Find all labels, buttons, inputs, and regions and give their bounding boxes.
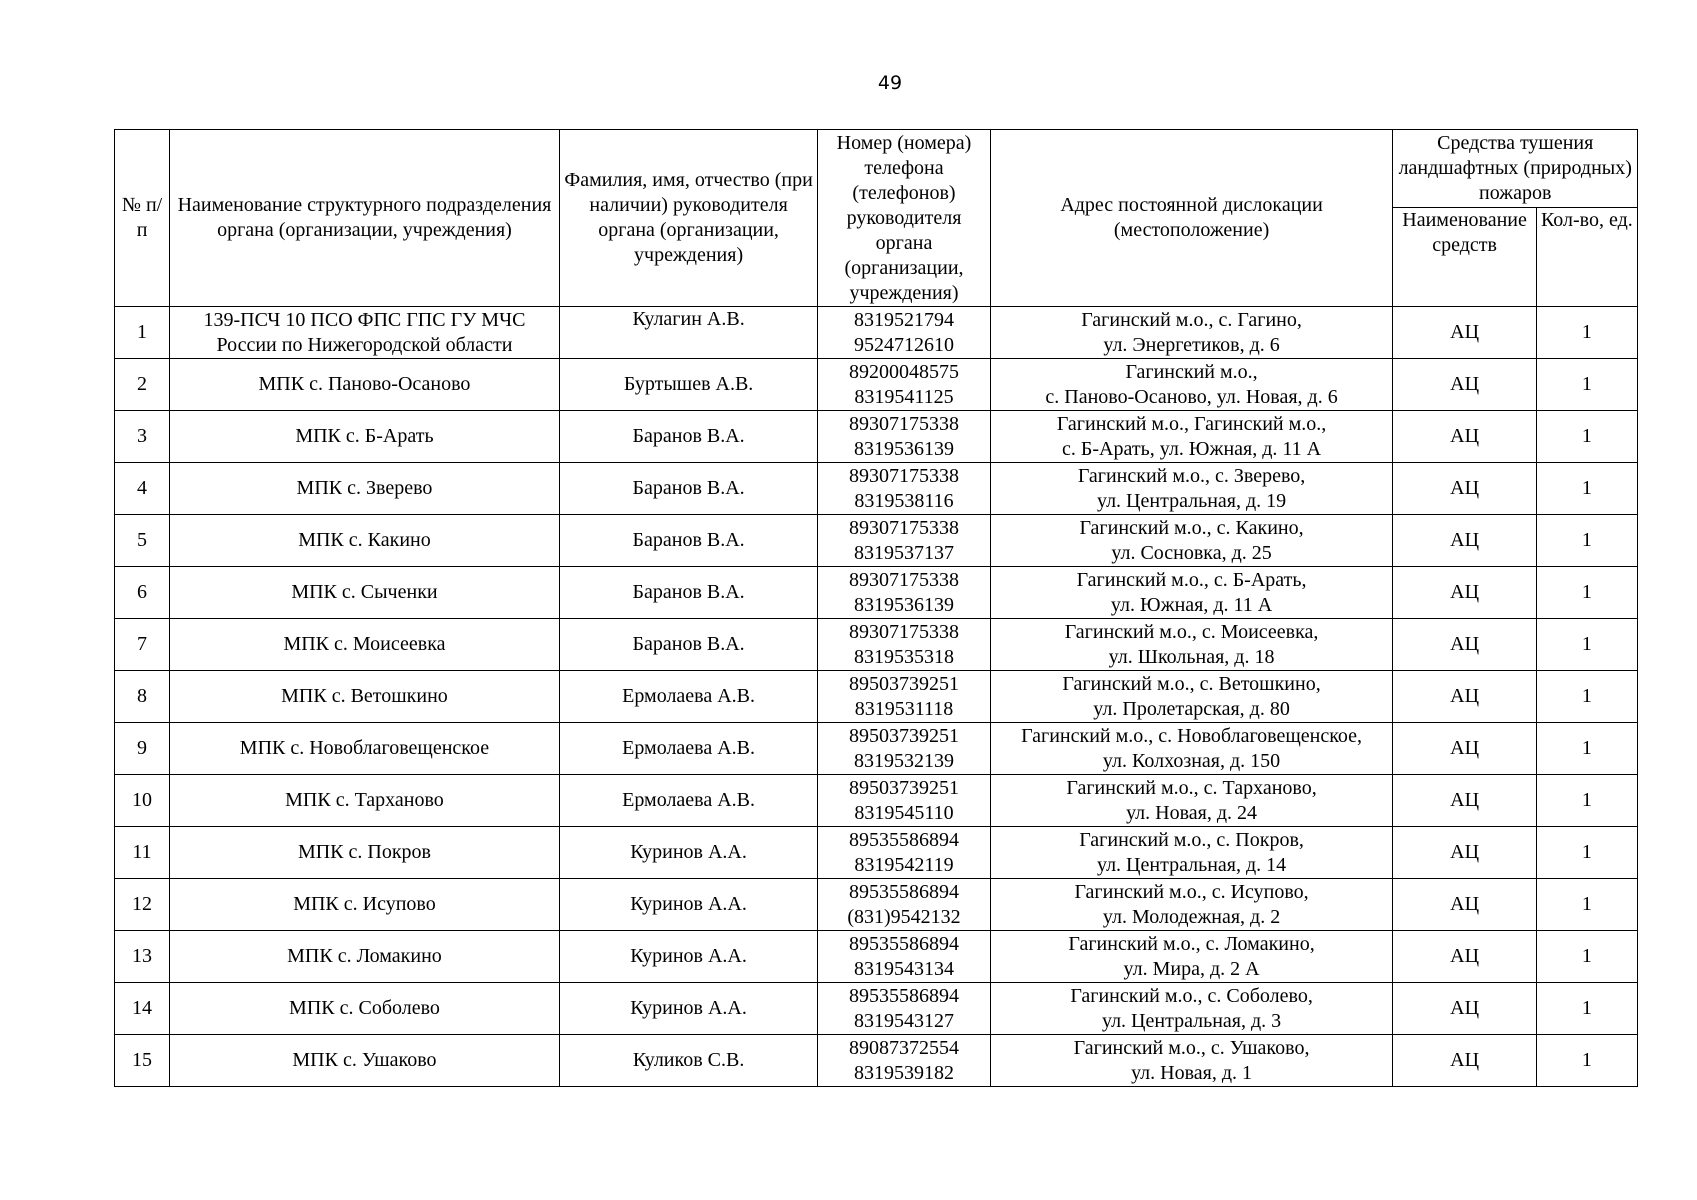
address-line-2: ул. Новая, д. 1 bbox=[1131, 1061, 1253, 1084]
phone-line-2: 8319536139 bbox=[854, 437, 954, 460]
cell-means: АЦ bbox=[1393, 463, 1536, 515]
table-header bbox=[115, 130, 1638, 307]
cell-address bbox=[990, 827, 1393, 879]
phone-line-2: (831)9542132 bbox=[847, 905, 961, 928]
cell-fio: Куринов А.А. bbox=[559, 879, 818, 931]
table-row bbox=[115, 723, 1638, 775]
cell-phone bbox=[818, 931, 990, 983]
address-line-2: ул. Южная, д. 11 А bbox=[1110, 593, 1273, 616]
address-line-2: ул. Школьная, д. 18 bbox=[1108, 645, 1275, 668]
cell-address bbox=[990, 463, 1393, 515]
cell-fio: Баранов В.А. bbox=[559, 411, 818, 463]
cell-name: МПК с. Сыченки bbox=[170, 567, 560, 619]
cell-address bbox=[990, 619, 1393, 671]
cell-means: АЦ bbox=[1393, 411, 1536, 463]
cell-num: 1 bbox=[115, 307, 170, 359]
cell-fio: Ермолаева А.В. bbox=[559, 671, 818, 723]
address-line-2: ул. Мира, д. 2 А bbox=[1123, 957, 1260, 980]
cell-name: МПК с. Ветошкино bbox=[170, 671, 560, 723]
cell-address bbox=[990, 1035, 1393, 1087]
phone-line-1: 8319521794 bbox=[854, 308, 954, 331]
cell-fio: Ермолаева А.В. bbox=[559, 775, 818, 827]
cell-fio: Кулагин А.В. bbox=[559, 307, 818, 359]
cell-fio: Куликов С.В. bbox=[559, 1035, 818, 1087]
cell-name: МПК с. Зверево bbox=[170, 463, 560, 515]
cell-num: 6 bbox=[115, 567, 170, 619]
address-line-2: ул. Центральная, д. 14 bbox=[1096, 853, 1287, 876]
cell-num: 15 bbox=[115, 1035, 170, 1087]
cell-phone bbox=[818, 515, 990, 567]
table-row bbox=[115, 983, 1638, 1035]
phone-line-1: 89307175338 bbox=[849, 516, 959, 539]
cell-name: МПК с. Паново-Осаново bbox=[170, 359, 560, 411]
cell-address bbox=[990, 411, 1393, 463]
cell-fio: Баранов В.А. bbox=[559, 567, 818, 619]
address-line-2: ул. Новая, д. 24 bbox=[1126, 801, 1258, 824]
cell-qty: 1 bbox=[1536, 359, 1637, 411]
cell-phone bbox=[818, 827, 990, 879]
table-row bbox=[115, 619, 1638, 671]
phone-line-2: 9524712610 bbox=[854, 333, 954, 356]
table-row bbox=[115, 775, 1638, 827]
address-line-2: с. Паново-Осаново, ул. Новая, д. 6 bbox=[1045, 385, 1338, 408]
table-row bbox=[115, 307, 1638, 359]
table-row bbox=[115, 463, 1638, 515]
table-row bbox=[115, 1035, 1638, 1087]
cell-qty: 1 bbox=[1536, 879, 1637, 931]
table-body bbox=[115, 307, 1638, 1087]
header-phone: Номер (номера) телефона (телефонов) руководителя органа (организации, учреждения) bbox=[818, 130, 990, 307]
address-line-2: ул. Пролетарская, д. 80 bbox=[1093, 697, 1290, 720]
cell-fio: Буртышев А.В. bbox=[559, 359, 818, 411]
cell-qty: 1 bbox=[1536, 827, 1637, 879]
cell-num: 12 bbox=[115, 879, 170, 931]
cell-means: АЦ bbox=[1393, 671, 1536, 723]
cell-address bbox=[990, 307, 1393, 359]
address-line-1: Гагинский м.о., с. Ветошкино, bbox=[1062, 672, 1321, 695]
cell-fio: Куринов А.А. bbox=[559, 931, 818, 983]
phone-line-2: 8319543134 bbox=[854, 957, 954, 980]
cell-name: МПК с. Исупово bbox=[170, 879, 560, 931]
cell-qty: 1 bbox=[1536, 411, 1637, 463]
phone-line-2: 8319539182 bbox=[854, 1061, 954, 1084]
cell-phone bbox=[818, 775, 990, 827]
cell-qty: 1 bbox=[1536, 775, 1637, 827]
cell-qty: 1 bbox=[1536, 671, 1637, 723]
fire-units-table bbox=[114, 129, 1638, 1087]
address-line-2: ул. Колхозная, д. 150 bbox=[1102, 749, 1281, 772]
phone-line-1: 89307175338 bbox=[849, 464, 959, 487]
cell-phone bbox=[818, 567, 990, 619]
cell-name: МПК с. Соболево bbox=[170, 983, 560, 1035]
address-line-1: Гагинский м.о., с. Покров, bbox=[1079, 828, 1304, 851]
cell-fio: Куринов А.А. bbox=[559, 827, 818, 879]
phone-line-2: 8319537137 bbox=[854, 541, 954, 564]
header-address: Адрес постоянной дислокации (местоположение) bbox=[990, 130, 1393, 307]
cell-means: АЦ bbox=[1393, 827, 1536, 879]
cell-name: МПК с. Ушаково bbox=[170, 1035, 560, 1087]
table-row bbox=[115, 827, 1638, 879]
cell-name: МПК с. Ломакино bbox=[170, 931, 560, 983]
phone-line-1: 89535586894 bbox=[849, 880, 959, 903]
cell-address bbox=[990, 723, 1393, 775]
table-row bbox=[115, 411, 1638, 463]
cell-name: 139-ПСЧ 10 ПСО ФПС ГПС ГУ МЧС России по Нижегородской области bbox=[170, 307, 560, 359]
cell-address bbox=[990, 775, 1393, 827]
cell-qty: 1 bbox=[1536, 307, 1637, 359]
phone-line-2: 8319545110 bbox=[854, 801, 954, 824]
cell-qty: 1 bbox=[1536, 515, 1637, 567]
cell-num: 3 bbox=[115, 411, 170, 463]
cell-phone bbox=[818, 879, 990, 931]
cell-fio: Ермолаева А.В. bbox=[559, 723, 818, 775]
cell-means: АЦ bbox=[1393, 723, 1536, 775]
phone-line-2: 8319532139 bbox=[854, 749, 954, 772]
phone-line-1: 89535586894 bbox=[849, 932, 959, 955]
address-line-1: Гагинский м.о., с. Новоблаговещенское, bbox=[1021, 724, 1363, 747]
header-means-qty: Кол-во, ед. bbox=[1536, 208, 1637, 307]
phone-line-1: 89200048575 bbox=[849, 360, 959, 383]
cell-phone bbox=[818, 723, 990, 775]
header-means-group: Средства тушения ландшафтных (природных) пожаров bbox=[1393, 130, 1638, 208]
cell-address bbox=[990, 671, 1393, 723]
cell-num: 11 bbox=[115, 827, 170, 879]
cell-qty: 1 bbox=[1536, 567, 1637, 619]
cell-num: 10 bbox=[115, 775, 170, 827]
cell-qty: 1 bbox=[1536, 1035, 1637, 1087]
table-row bbox=[115, 879, 1638, 931]
cell-phone bbox=[818, 619, 990, 671]
cell-means: АЦ bbox=[1393, 1035, 1536, 1087]
address-line-1: Гагинский м.о., с. Гагино, bbox=[1081, 308, 1302, 331]
cell-means: АЦ bbox=[1393, 879, 1536, 931]
cell-name: МПК с. Б-Арать bbox=[170, 411, 560, 463]
address-line-1: Гагинский м.о., с. Исупово, bbox=[1074, 880, 1309, 903]
table-row bbox=[115, 359, 1638, 411]
cell-num: 5 bbox=[115, 515, 170, 567]
header-means-name: Наименование средств bbox=[1393, 208, 1536, 307]
cell-num: 14 bbox=[115, 983, 170, 1035]
phone-line-2: 8319543127 bbox=[854, 1009, 954, 1032]
cell-means: АЦ bbox=[1393, 619, 1536, 671]
phone-line-2: 8319541125 bbox=[854, 385, 954, 408]
cell-means: АЦ bbox=[1393, 359, 1536, 411]
cell-means: АЦ bbox=[1393, 567, 1536, 619]
address-line-2: ул. Энергетиков, д. 6 bbox=[1103, 333, 1280, 356]
cell-name: МПК с. Новоблаговещенское bbox=[170, 723, 560, 775]
cell-means: АЦ bbox=[1393, 983, 1536, 1035]
cell-phone bbox=[818, 671, 990, 723]
address-line-2: ул. Молодежная, д. 2 bbox=[1102, 905, 1281, 928]
phone-line-2: 8319531118 bbox=[854, 697, 954, 720]
phone-line-1: 89535586894 bbox=[849, 984, 959, 1007]
cell-qty: 1 bbox=[1536, 983, 1637, 1035]
address-line-2: с. Б-Арать, ул. Южная, д. 11 А bbox=[1062, 437, 1322, 460]
cell-phone bbox=[818, 1035, 990, 1087]
cell-means: АЦ bbox=[1393, 307, 1536, 359]
phone-line-2: 8319542119 bbox=[854, 853, 954, 876]
cell-phone bbox=[818, 359, 990, 411]
address-line-1: Гагинский м.о., с. Моисеевка, bbox=[1064, 620, 1319, 643]
cell-phone bbox=[818, 411, 990, 463]
cell-address bbox=[990, 359, 1393, 411]
address-line-1: Гагинский м.о., с. Ушаково, bbox=[1073, 1036, 1310, 1059]
address-line-1: Гагинский м.о., с. Соболево, bbox=[1070, 984, 1313, 1007]
address-line-1: Гагинский м.о., с. Какино, bbox=[1079, 516, 1304, 539]
address-line-1: Гагинский м.о., с. Зверево, bbox=[1077, 464, 1306, 487]
phone-line-1: 89535586894 bbox=[849, 828, 959, 851]
address-line-1: Гагинский м.о., с. Ломакино, bbox=[1068, 932, 1315, 955]
table-row bbox=[115, 515, 1638, 567]
cell-phone bbox=[818, 983, 990, 1035]
address-line-1: Гагинский м.о., с. Тарханово, bbox=[1066, 776, 1317, 799]
phone-line-1: 89503739251 bbox=[849, 672, 959, 695]
phone-line-1: 89087372554 bbox=[849, 1036, 959, 1059]
cell-address bbox=[990, 931, 1393, 983]
table-row bbox=[115, 567, 1638, 619]
header-num: № п/п bbox=[115, 130, 170, 307]
page-number: 49 bbox=[877, 72, 903, 94]
phone-line-1: 89503739251 bbox=[849, 776, 959, 799]
address-line-2: ул. Сосновка, д. 25 bbox=[1111, 541, 1272, 564]
table-row bbox=[115, 671, 1638, 723]
cell-phone bbox=[818, 463, 990, 515]
header-fio: Фамилия, имя, отчество (при наличии) руководителя органа (организации, учреждения) bbox=[559, 130, 818, 307]
cell-means: АЦ bbox=[1393, 515, 1536, 567]
cell-address bbox=[990, 515, 1393, 567]
phone-line-1: 89307175338 bbox=[849, 568, 959, 591]
cell-fio: Баранов В.А. bbox=[559, 463, 818, 515]
header-name: Наименование структурного подразделения органа (организации, учреждения) bbox=[170, 130, 560, 307]
phone-line-1: 89503739251 bbox=[849, 724, 959, 747]
address-line-1: Гагинский м.о., с. Б-Арать, bbox=[1076, 568, 1307, 591]
cell-phone bbox=[818, 307, 990, 359]
cell-name: МПК с. Тарханово bbox=[170, 775, 560, 827]
cell-name: МПК с. Моисеевка bbox=[170, 619, 560, 671]
phone-line-2: 8319535318 bbox=[854, 645, 954, 668]
cell-address bbox=[990, 567, 1393, 619]
cell-qty: 1 bbox=[1536, 619, 1637, 671]
cell-num: 4 bbox=[115, 463, 170, 515]
phone-line-2: 8319538116 bbox=[854, 489, 954, 512]
address-line-1: Гагинский м.о., Гагинский м.о., bbox=[1056, 412, 1327, 435]
cell-address bbox=[990, 983, 1393, 1035]
cell-qty: 1 bbox=[1536, 723, 1637, 775]
cell-name: МПК с. Покров bbox=[170, 827, 560, 879]
cell-num: 13 bbox=[115, 931, 170, 983]
cell-num: 7 bbox=[115, 619, 170, 671]
cell-num: 8 bbox=[115, 671, 170, 723]
phone-line-2: 8319536139 bbox=[854, 593, 954, 616]
cell-num: 2 bbox=[115, 359, 170, 411]
address-line-1: Гагинский м.о., bbox=[1125, 360, 1258, 383]
table-row bbox=[115, 931, 1638, 983]
cell-means: АЦ bbox=[1393, 931, 1536, 983]
cell-address bbox=[990, 879, 1393, 931]
cell-num: 9 bbox=[115, 723, 170, 775]
phone-line-1: 89307175338 bbox=[849, 412, 959, 435]
cell-fio: Баранов В.А. bbox=[559, 619, 818, 671]
cell-qty: 1 bbox=[1536, 463, 1637, 515]
phone-line-1: 89307175338 bbox=[849, 620, 959, 643]
cell-fio: Куринов А.А. bbox=[559, 983, 818, 1035]
cell-fio: Баранов В.А. bbox=[559, 515, 818, 567]
address-line-2: ул. Центральная, д. 3 bbox=[1101, 1009, 1282, 1032]
cell-name: МПК с. Какино bbox=[170, 515, 560, 567]
address-line-2: ул. Центральная, д. 19 bbox=[1096, 489, 1287, 512]
cell-qty: 1 bbox=[1536, 931, 1637, 983]
cell-means: АЦ bbox=[1393, 775, 1536, 827]
